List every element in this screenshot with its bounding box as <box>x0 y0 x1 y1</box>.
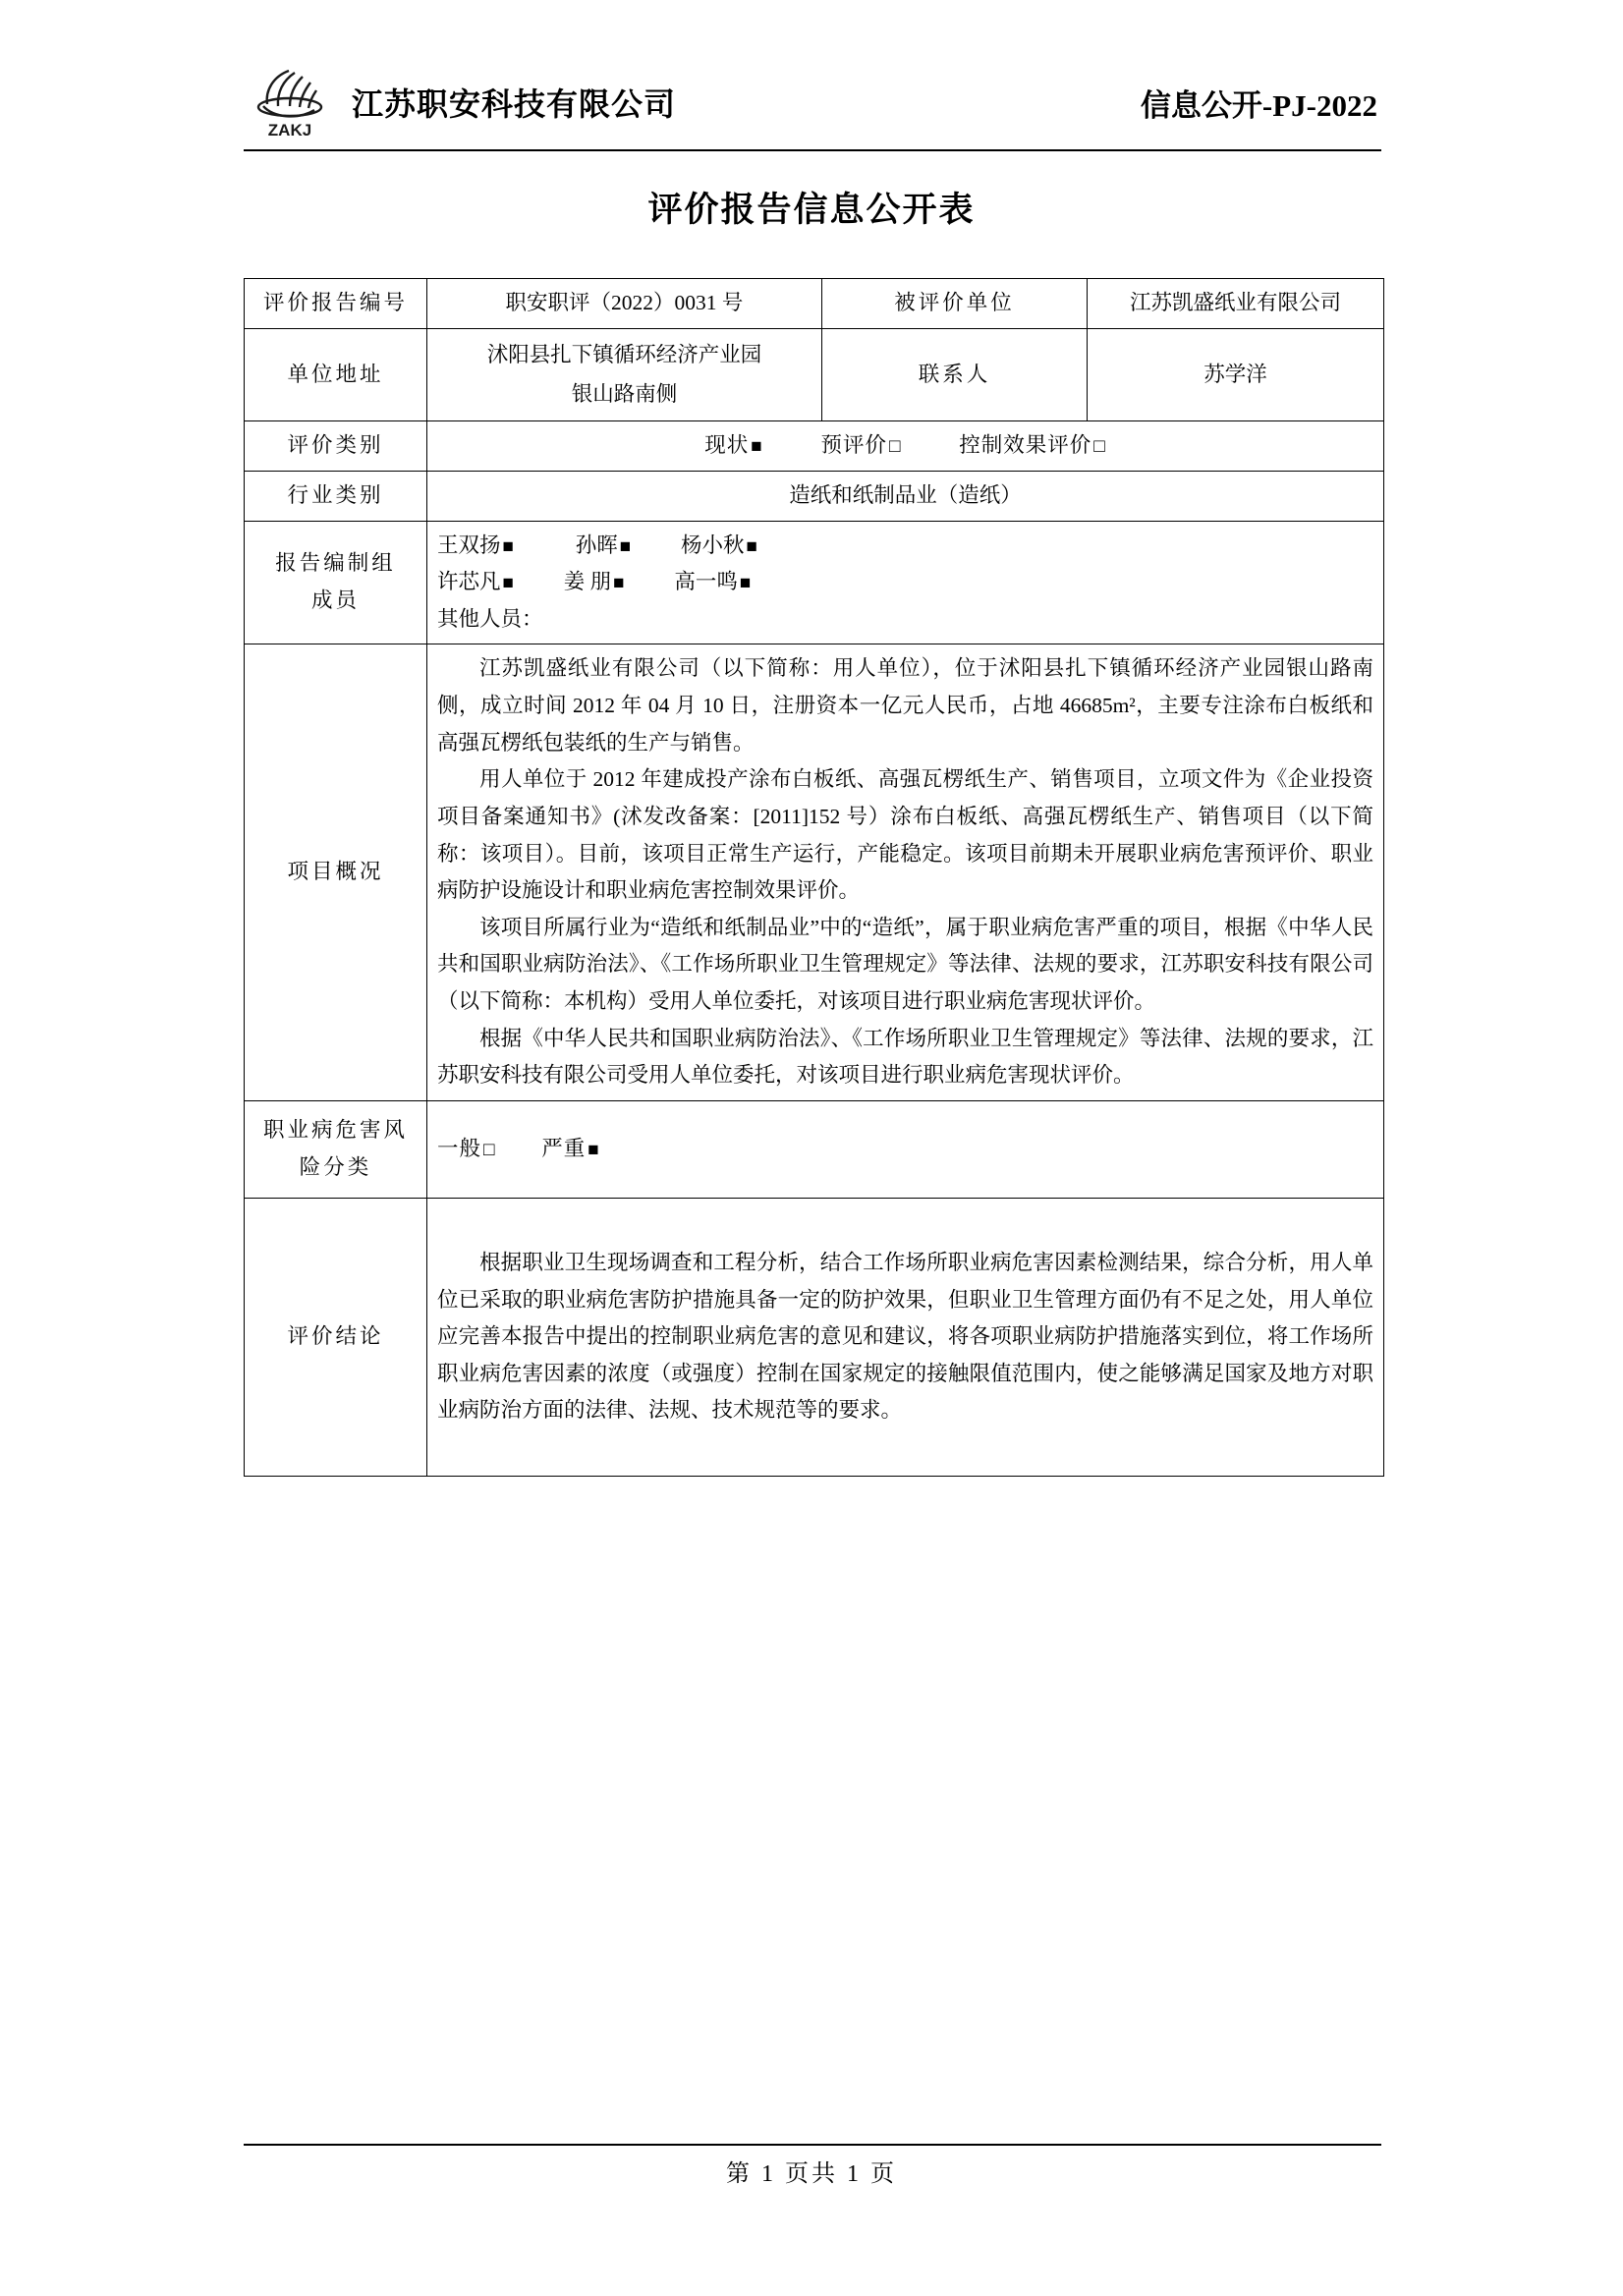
table-row <box>245 279 1384 329</box>
table-row <box>245 1198 1384 1476</box>
address-line-2: 银山路南侧 <box>571 382 678 407</box>
table-row <box>245 1100 1384 1198</box>
page-footer: 第 1 页共 1 页 <box>726 2161 897 2187</box>
risk-option-serious[interactable]: 严重 ■ <box>541 1137 600 1160</box>
members-row-1 <box>437 528 1373 565</box>
document-code: 信息公开-PJ-2022 <box>1140 87 1377 123</box>
risk-option-general[interactable]: 一般 □ <box>437 1137 496 1160</box>
contact-label: 联系人 <box>822 328 1088 421</box>
eval-type-options <box>427 421 1384 472</box>
contact-value: 苏学洋 <box>1088 328 1384 421</box>
eval-type-label: 评价类别 <box>245 421 427 472</box>
overview-label: 项目概况 <box>245 644 427 1101</box>
member-name: 杨小秋 ■ <box>681 528 757 565</box>
overview-paragraph: 该项目所属行业为“造纸和纸制品业”中的“造纸”，属于职业病危害严重的项目，根据《中华人民共和国职业病防治法》、《工作场所职业卫生管理规定》等法律、法规的要求，江苏职安科技有限公司（以下简称：本机构）受用人单位委托，对该项目进行职业病危害现状评价。 <box>437 915 1373 1014</box>
members-label <box>245 521 427 644</box>
report-no-value: 职安职评（2022）0031 号 <box>427 279 822 329</box>
table-row <box>245 521 1384 644</box>
members-value <box>427 521 1384 644</box>
address-label: 单位地址 <box>245 328 427 421</box>
address-value <box>427 328 822 421</box>
company-logo-icon <box>244 61 338 143</box>
risk-class-options <box>427 1100 1384 1198</box>
risk-class-label <box>245 1100 427 1198</box>
member-name: 孙晖 ■ <box>576 528 632 565</box>
overview-value <box>427 644 1384 1101</box>
info-disclosure-table <box>244 278 1384 1477</box>
client-value: 江苏凯盛纸业有限公司 <box>1088 279 1384 329</box>
client-label: 被评价单位 <box>822 279 1088 329</box>
conclusion-label: 评价结论 <box>245 1198 427 1476</box>
member-name: 高一鸣 ■ <box>674 564 751 601</box>
members-other: 其他人员： <box>437 606 543 631</box>
page-title: 评价报告信息公开表 <box>647 191 976 229</box>
table-row <box>245 421 1384 472</box>
eval-type-option-control[interactable]: 控制效果评价 □ <box>959 433 1106 457</box>
members-label-line-1: 报告编制组 <box>275 551 396 576</box>
conclusion-paragraph: 根据职业卫生现场调查和工程分析，结合工作场所职业病危害因素检测结果，综合分析，用人单位已采取的职业病危害防护措施具备一定的防护效果，但职业卫生管理方面仍有不足之处，用人单位应完善本报告中提出的控制职业病危害的意见和建议，将各项职业病防护措施落实到位，将工作场所职业病危害因素的浓度（或强度）控制在国家规定的接触限值范围内，使之能够满足国家及地方对职业病防治方面的法律、法规、技术规范等的要求。 <box>437 1250 1373 1423</box>
page-header <box>244 55 1381 149</box>
industry-value: 造纸和纸制品业（造纸） <box>427 471 1384 521</box>
member-name: 王双扬 ■ <box>437 528 514 565</box>
members-row-2 <box>437 564 1373 601</box>
member-name: 姜 朋 ■ <box>564 564 625 601</box>
overview-paragraph: 用人单位于 2012 年建成投产涂布白板纸、高强瓦楞纸生产、销售项目，立项文件为《企业投资项目备案通知书》(沭发改备案：[2011]152 号）涂布白板纸、高强瓦楞纸生产、销售项目（以下简称：该项目）。目前，该项目正常生产运行，产能稳定。该项目前期未开展职业病危害预评价、职业病防护设施设计和职业病危害控制效果评价。 <box>437 767 1373 903</box>
table-row <box>245 644 1384 1101</box>
member-name: 许芯凡 ■ <box>437 564 514 601</box>
address-line-1: 沭阳县扎下镇循环经济产业园 <box>486 342 762 366</box>
company-name: 江苏职安科技有限公司 <box>352 86 677 122</box>
overview-paragraph: 根据《中华人民共和国职业病防治法》、《工作场所职业卫生管理规定》等法律、法规的要求，江苏职安科技有限公司受用人单位委托，对该项目进行职业病危害现状评价。 <box>437 1026 1373 1088</box>
brand <box>244 61 676 143</box>
members-label-line-2: 成员 <box>310 588 360 612</box>
footer-divider <box>244 2144 1381 2146</box>
overview-paragraph: 江苏凯盛纸业有限公司（以下简称：用人单位），位于沭阳县扎下镇循环经济产业园银山路南侧，成立时间 2012 年 04 月 10 日，注册资本一亿元人民币，占地 46685m²，主要专注涂布白板纸和高强瓦楞纸包装纸的生产与销售。 <box>437 656 1373 755</box>
eval-type-option-pre[interactable]: 预评价 □ <box>821 433 902 457</box>
risk-class-label-line-1: 职业病危害风 <box>262 1118 408 1143</box>
report-no-label: 评价报告编号 <box>245 279 427 329</box>
table-row <box>245 471 1384 521</box>
risk-class-label-line-2: 险分类 <box>299 1154 372 1179</box>
eval-type-option-current[interactable]: 现状 ■ <box>704 433 763 457</box>
industry-label: 行业类别 <box>245 471 427 521</box>
conclusion-value <box>427 1198 1384 1476</box>
header-divider <box>244 149 1381 151</box>
svg-text:ZAKJ: ZAKJ <box>267 121 312 140</box>
table-row <box>245 328 1384 421</box>
